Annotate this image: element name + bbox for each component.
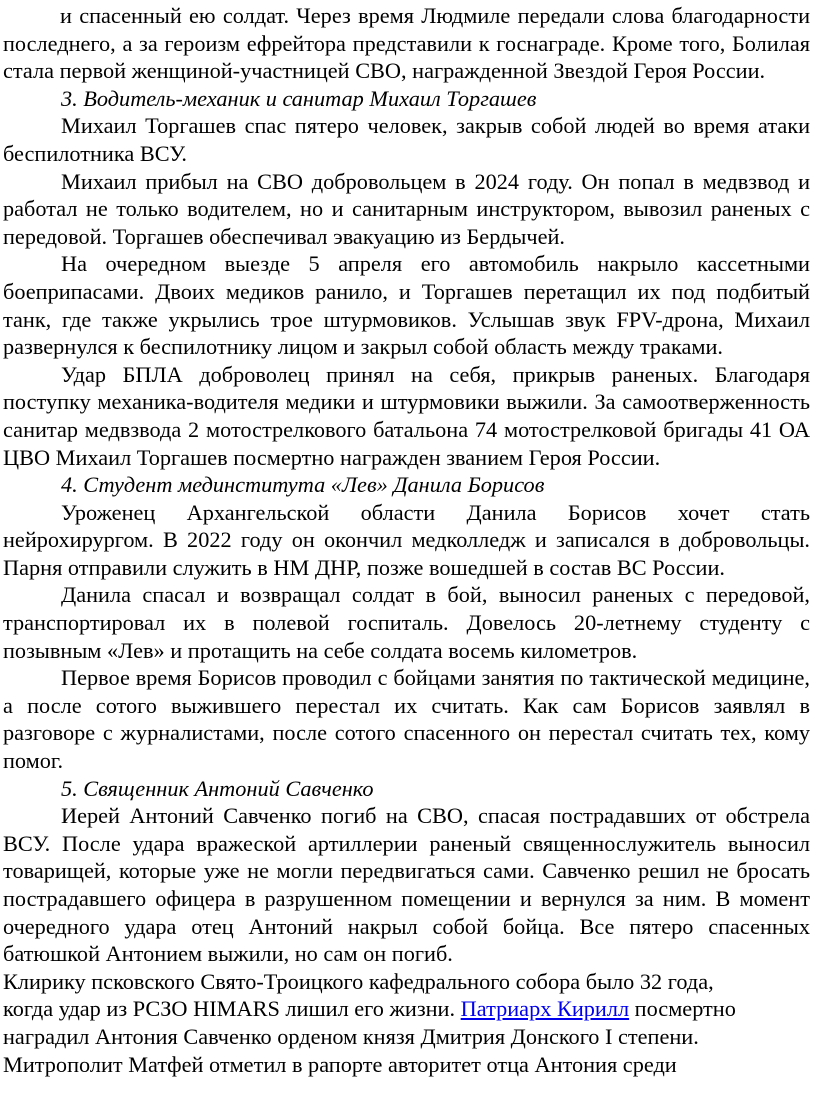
paragraph: Удар БПЛА доброволец принял на себя, прикрыв раненых. Благодаря поступку механика-водителя медики и штурмовики выжили. За самоотверженность санитар медвзвода 2 мотострелкового батальона 74 мотострелковой бригады 41 ОА ЦВО Михаил Торгашев посмертно награжден званием Героя России.: [3, 361, 810, 470]
closing-line-1: Клирику псковского Свято-Троицкого кафедрального собора было 32 года,: [3, 968, 714, 994]
section-heading: 4. Студент мединститута «Лев» Данила Борисов: [61, 472, 545, 498]
closing-line-2-start: когда удар из РСЗО HIMARS лишил его жизни.: [3, 996, 461, 1022]
paragraph: Михаил Торгашев спас пятеро человек, закрыв собой людей во время атаки беспилотника ВСУ.: [3, 113, 810, 166]
paragraph: Иерей Антоний Савченко погиб на СВО, спасая пострадавших от обстрела ВСУ. После удара вражеской артиллерии раненый священнослужитель выносил товарищей, которые уже не могли передвигаться сами. Савченко решил не бросать пострадавшего офицера в разрушенном помещении и вернулся за ним. В момент очередного удара отец Антоний накрыл собой бойца. Все пятеро спасенных батюшкой Антонием выжили, но сам он погиб.: [3, 803, 810, 967]
closing-line-2-end: посмертно: [629, 996, 736, 1022]
article-body: [3, 2, 810, 968]
paragraph: Данила спасал и возвращал солдат в бой, выносил раненых с передовой, транспортировал их в полевой госпиталь. Довелось 20-летнему студенту с позывным «Лев» и протащить на себе солдата восемь километров.: [3, 582, 810, 663]
patriarch-kirill-link[interactable]: Патриарх Кирилл: [460, 996, 630, 1022]
paragraph: Первое время Борисов проводил с бойцами занятия по тактической медицине, а после сотого выжившего перестал их считать. Как сам Борисов заявлял в разговоре с журналистами, после сотого спасенного он перестал считать тех, кому помог.: [3, 665, 810, 774]
closing-lines: [3, 968, 810, 1078]
closing-line-3: наградил Антония Савченко орденом князя Дмитрия Донского I степени.: [3, 1023, 699, 1049]
section-heading: 5. Священник Антоний Савченко: [61, 775, 374, 801]
paragraph: На очередном выезде 5 апреля его автомобиль накрыло кассетными боеприпасами. Двоих медиков ранило, и Торгашев перетащил их под подбитый танк, где также укрылись трое штурмовиков. Услышав звук FPV-дрона, Михаил развернулся к беспилотнику лицом и закрыл собой область между траками.: [3, 251, 810, 360]
paragraph: и спасенный ею солдат. Через время Людмиле передали слова благодарности последнего, а за героизм ефрейтора представили к госнаграде. Кроме того, Болилая стала первой женщиной-участницей СВО, награжденной Звездой Героя России.: [3, 3, 810, 84]
section-heading: 3. Водитель-механик и санитар Михаил Торгашев: [61, 85, 537, 111]
closing-line-2: [3, 995, 810, 1023]
paragraph: Михаил прибыл на СВО добровольцем в 2024 году. Он попал в медвзвод и работал не только водителем, но и санитарным инструктором, вывозил раненых с передовой. Торгашев обеспечивал эвакуацию из Бердычей.: [3, 168, 810, 249]
paragraph: Уроженец Архангельской области Данила Борисов хочет стать нейрохирургом. В 2022 году он окончил медколледж и записался в добровольцы. Парня отправили служить в НМ ДНР, позже вошедшей в состав ВС России.: [3, 499, 810, 580]
closing-line-4: Митрополит Матфей отметил в рапорте авторитет отца Антония среди: [3, 1051, 677, 1077]
